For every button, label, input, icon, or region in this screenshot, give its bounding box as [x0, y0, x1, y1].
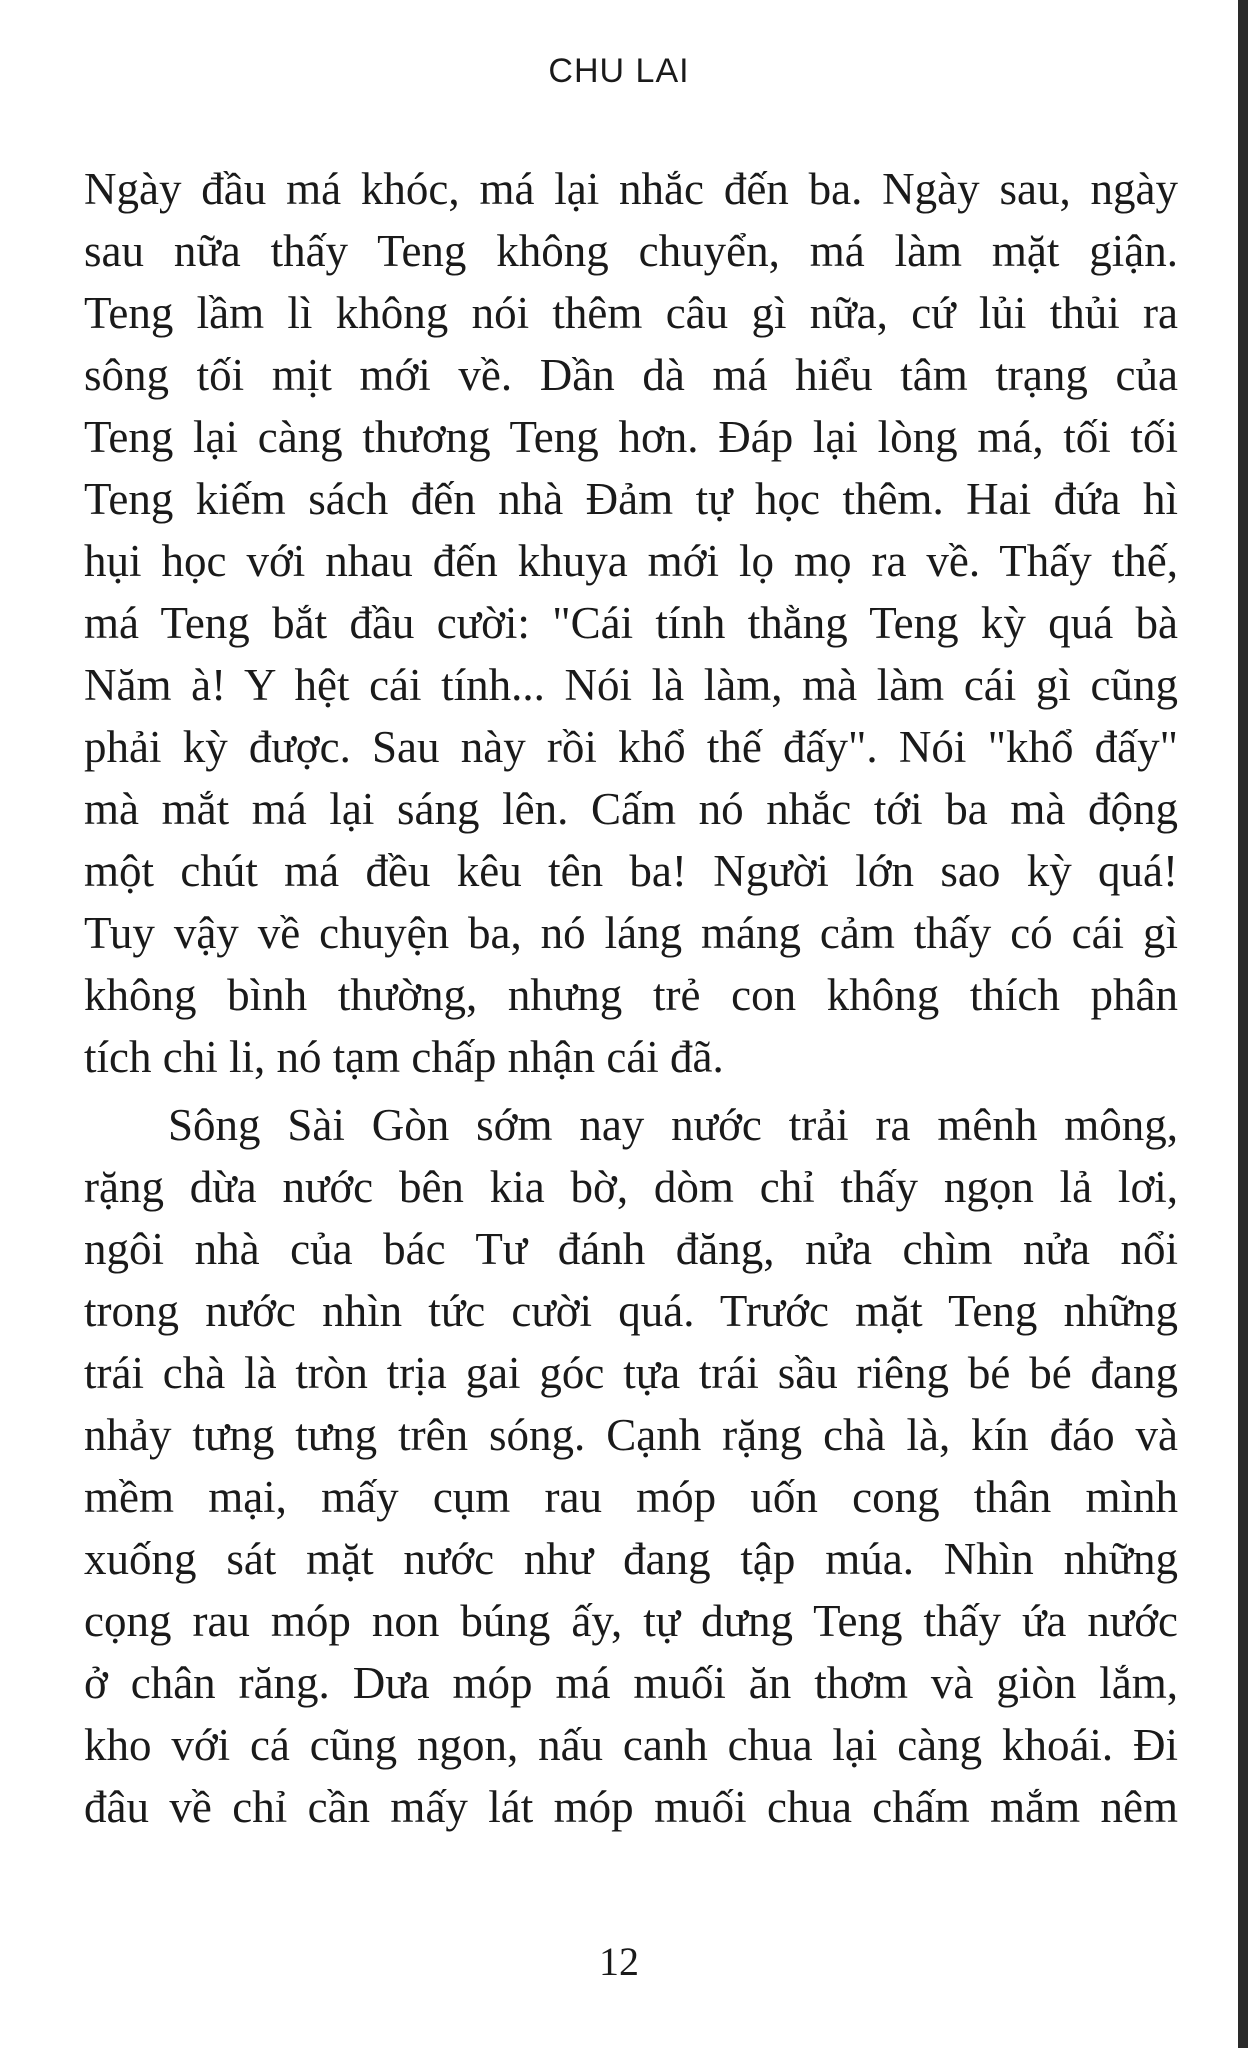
- paragraph-1: [84, 158, 1178, 1088]
- text-line: rặng dừa nước bên kia bờ, dòm chỉ thấy ngọn lả lơi,: [84, 1162, 1178, 1212]
- text-line: mềm mại, mấy cụm rau móp uốn cong thân mình: [84, 1472, 1178, 1522]
- text-line: cọng rau móp non búng ấy, tự dưng Teng thấy ứa nước: [84, 1596, 1178, 1646]
- text-line: mà mắt má lại sáng lên. Cấm nó nhắc tới ba mà động: [84, 784, 1178, 834]
- text-line: nhảy tưng tưng trên sóng. Cạnh rặng chà là, kín đáo và: [84, 1410, 1178, 1460]
- paragraph-2: [84, 1094, 1178, 1838]
- text-line: tích chi li, nó tạm chấp nhận cái đã.: [84, 1032, 724, 1082]
- page-number: 12: [599, 1939, 639, 1984]
- text-line: Năm à! Y hệt cái tính... Nói là làm, mà làm cái gì cũng: [84, 660, 1178, 710]
- text-line: Teng lại càng thương Teng hơn. Đáp lại lòng má, tối tối: [84, 412, 1178, 462]
- text-line: má Teng bắt đầu cười: "Cái tính thằng Teng kỳ quá bà: [84, 598, 1178, 648]
- text-line: sau nữa thấy Teng không chuyển, má làm mặt giận.: [84, 226, 1178, 276]
- text-line: trong nước nhìn tức cười quá. Trước mặt Teng những: [84, 1286, 1178, 1336]
- text-line: Ngày đầu má khóc, má lại nhắc đến ba. Ngày sau, ngày: [84, 164, 1178, 214]
- text-line: phải kỳ được. Sau này rồi khổ thế đấy". Nói "khổ đấy": [84, 722, 1178, 772]
- text-line: ngôi nhà của bác Tư đánh đăng, nửa chìm nửa nổi: [84, 1224, 1178, 1274]
- body-text: [84, 158, 1178, 1838]
- text-line: Tuy vậy về chuyện ba, nó láng máng cảm thấy có cái gì: [84, 908, 1178, 958]
- text-line: đâu về chỉ cần mấy lát móp muối chua chấm mắm nêm: [84, 1782, 1178, 1832]
- text-line: một chút má đều kêu tên ba! Người lớn sao kỳ quá!: [84, 846, 1178, 896]
- text-line: ở chân răng. Dưa móp má muối ăn thơm và giòn lắm,: [84, 1658, 1178, 1708]
- text-line: Teng lầm lì không nói thêm câu gì nữa, cứ lủi thủi ra: [84, 288, 1178, 338]
- running-header: CHU LAI: [548, 52, 690, 90]
- text-line: không bình thường, nhưng trẻ con không thích phân: [84, 970, 1178, 1020]
- text-line: Teng kiếm sách đến nhà Đảm tự học thêm. Hai đứa hì: [84, 474, 1178, 524]
- text-line: trái chà là tròn trịa gai góc tựa trái sầu riêng bé bé đang: [84, 1348, 1178, 1398]
- text-line: xuống sát mặt nước như đang tập múa. Nhìn những: [84, 1534, 1178, 1584]
- text-line: sông tối mịt mới về. Dần dà má hiểu tâm trạng của: [84, 350, 1178, 400]
- text-line: kho với cá cũng ngon, nấu canh chua lại càng khoái. Đi: [84, 1720, 1178, 1770]
- text-line: Sông Sài Gòn sớm nay nước trải ra mênh mông,: [168, 1100, 1178, 1150]
- text-line: hụi học với nhau đến khuya mới lọ mọ ra về. Thấy thế,: [84, 536, 1178, 586]
